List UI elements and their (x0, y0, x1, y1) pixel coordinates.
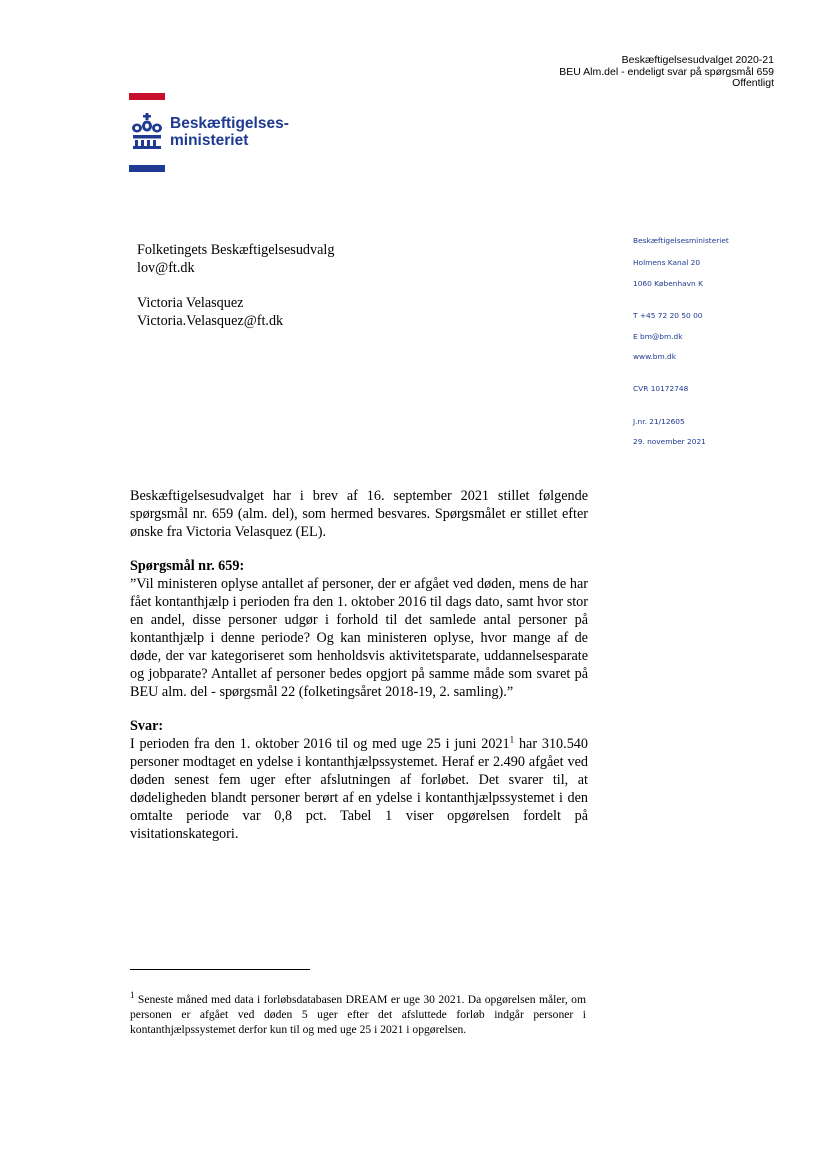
logo-text-line2: ministeriet (170, 132, 249, 149)
footnote-text: Seneste måned med data i forløbsdatabasen DREAM er uge 30 2021. Da opgørelsen måler, om personen er afgået ved døden 5 uger efter det afsluttede forløb indgår personer i kontanthjælpssystemet derfor kun til og med uge 25 i 2021 i opgørelsen. (130, 993, 586, 1036)
footnote (130, 992, 586, 1037)
sender-city: 1060 København K (633, 279, 703, 288)
header-committee-year: Beskæftigelsesudvalget 2020-21 (621, 54, 774, 66)
recipient-block (137, 241, 334, 330)
sender-cvr: CVR 10172748 (633, 384, 689, 393)
intro-paragraph: Beskæftigelsesudvalget har i brev af 16. september 2021 stillet følgende spørgsmål nr. 659 (alm. del), som hermed besvares. Spørgsmålet er stillet efter ønske fra Victoria Velasquez (EL). (130, 488, 588, 540)
header-status: Offentligt (732, 77, 774, 89)
answer-heading: Svar: (130, 718, 164, 734)
question-paragraph: ”Vil ministeren oplyse antallet af personer, der er afgået ved døden, mens de har fået kontanthjælp i perioden fra den 1. oktober 2016 til dags dato, samt hvor stor en andel, disse personer udgør i forhold til det samlede antal personer på kontanthjælp i denne periode? Og kan ministeren oplyse, hvor mange af de døde, der var kategoriseret som henholdsvis aktivitetsparate, uddannelsesparate og jobparate? Antallet af personer bedes opgjort på samme måde som svaret på BEU alm. del - spørgsmål 22 (folketingsåret 2018-19, 2. samling).” (130, 576, 588, 700)
question-heading: Spørgsmål nr. 659: (130, 558, 245, 574)
recipient-name: Victoria Velasquez (137, 295, 244, 311)
header-document-ref: BEU Alm.del - endeligt svar på spørgsmål 659 (559, 65, 774, 78)
sender-phone: T +45 72 20 50 00 (633, 311, 703, 320)
sender-street: Holmens Kanal 20 (633, 258, 701, 267)
journal-number: J.nr. 21/12605 (633, 417, 685, 426)
footnote-reference: 1 (509, 734, 515, 745)
ministry-logo (129, 93, 329, 173)
answer-text-part2: har 310.540 personer modtaget en ydelse i kontanthjælpssystemet. Heraf er 2.490 afgået ved døden senest fem uger efter afslutningen af forløbet. Det svarer til, at dødeligheden blandt personer berørt af en ydelse i kontanthjælpssystemet i den omtalte periode var 0,8 pct. Tabel 1 viser opgørelsen fordelt på visitationskategori. (130, 736, 588, 842)
letter-date: 29. november 2021 (633, 437, 706, 446)
recipient-org: Folketingets Beskæftigelsesudvalg (137, 242, 335, 258)
logo-red-bar (129, 93, 165, 100)
sender-name: Beskæftigelsesministeriet (633, 236, 729, 245)
sender-web: www.bm.dk (633, 352, 677, 361)
sender-email: E bm@bm.dk (633, 332, 683, 341)
letter-body (130, 487, 588, 843)
answer-text-part1: I perioden fra den 1. oktober 2016 til og med uge 25 i juni 2021 (130, 736, 510, 752)
recipient-email: Victoria.Velasquez@ft.dk (137, 313, 284, 329)
footnote-divider (130, 969, 310, 970)
crown-icon (129, 113, 165, 149)
answer-paragraph (130, 735, 588, 843)
logo-wordmark (170, 115, 289, 149)
recipient-org-email: lov@ft.dk (137, 260, 195, 276)
logo-text-line1: Beskæftigelses- (170, 115, 289, 132)
logo-blue-bar (129, 165, 165, 172)
footnote-mark: 1 (130, 990, 135, 1001)
document-header (559, 55, 774, 90)
